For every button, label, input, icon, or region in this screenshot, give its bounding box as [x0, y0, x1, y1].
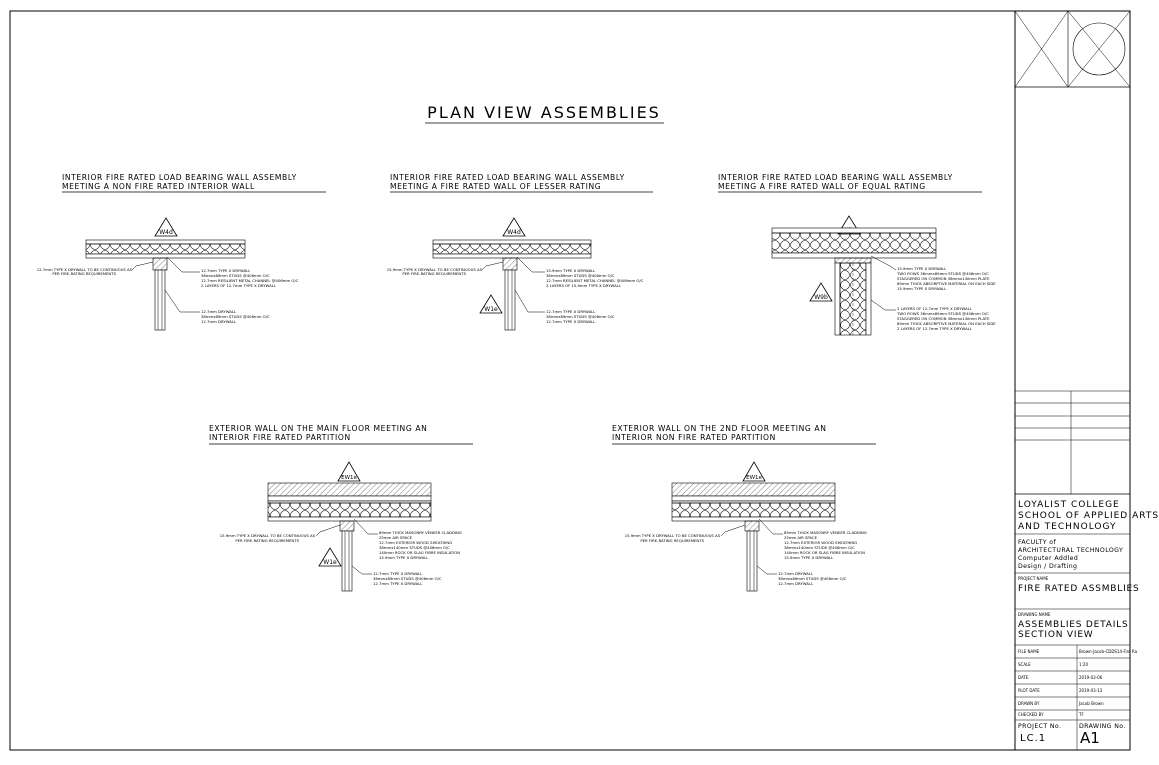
detail-5-title-line2: INTERIOR NON FIRE RATED PARTITION [612, 433, 776, 442]
d2-note-right-1: 15.9mm TYPE X DRYWALL [546, 268, 596, 273]
d1-note-right-4: 2 LAYERS OF 12.7mm TYPE X DRYWALL [201, 283, 276, 288]
d2-note-right-2: 38mmx89mm STUDS @406mm O/C [546, 273, 615, 278]
d5-note-right-3: 12.7mm EXTERIOR WOOD SHEATHING [784, 540, 858, 545]
field-value-date: 2019-03-06 [1079, 675, 1103, 680]
d4-note-left-2: PER FIRE-RATING REQUIREMENTS [235, 538, 299, 543]
detail-1-title-line2: MEETING A NON FIRE RATED INTERIOR WALL [62, 182, 255, 191]
detail-3-title-line1: INTERIOR FIRE RATED LOAD BEARING WALL ASSEMBLY [718, 173, 953, 182]
field-value-checked-by: TF [1079, 712, 1084, 717]
d2-note-right-3: 12.7mm RESILIENT METAL CHANNEL @406mm O/C [546, 278, 644, 283]
field-label-checked-by: CHECKED BY [1018, 712, 1044, 717]
project-no-label: PROJECT No. [1018, 723, 1062, 730]
field-value-plot-date: 2019-03-13 [1079, 688, 1103, 693]
drawing-name-line-1: ASSEMBLIES DETAILS [1018, 620, 1129, 630]
d5-note-right-1: 89mm THICK MASONRY VENEER CLADDING [784, 530, 867, 535]
d3-note-right-3: STAGGERED ON COMMON 38mmx140mm PLATE [897, 276, 990, 281]
d1-note-right-2: 38mmx89mm STUDS @406mm O/C [201, 273, 270, 278]
d5-note-right-4: 38mmx140mm STUDS @406mm O/C [784, 545, 855, 550]
detail-4 [209, 424, 473, 591]
d1-note-left-2: PER FIRE-RATING REQUIREMENTS [52, 271, 116, 276]
d5-note-right-6: 15.9mm TYPE X DRYWALL [784, 555, 834, 560]
detail-4-title-line1: EXTERIOR WALL ON THE MAIN FLOOR MEETING AN [209, 424, 428, 433]
drawing-no: A1 [1080, 729, 1100, 747]
detail-1-title-line1: INTERIOR FIRE RATED LOAD BEARING WALL ASSEMBLY [62, 173, 297, 182]
tag-w1e-4-label: W1e [323, 559, 337, 566]
d2-note-bottom-2: 38mmx89mm STUDS @406mm O/C [546, 314, 615, 319]
drawing-name-label: DRAWING NAME [1018, 612, 1051, 617]
tag-ew1e-4 [338, 462, 360, 481]
detail-3-title-line2: MEETING A FIRE RATED WALL OF EQUAL RATING [718, 182, 926, 191]
drawing-name-line-2: SECTION VIEW [1018, 630, 1094, 640]
d3-note-bottom-5: 2 LAYERS OF 12.7mm TYPE X DRYWALL [897, 326, 972, 331]
d2-note-bottom-3: 12.7mm TYPE X DRYWALL [546, 319, 596, 324]
main-title: PLAN VIEW ASSEMBLIES [427, 103, 661, 122]
field-value-scale: 1:20 [1079, 662, 1088, 667]
d3-note-bottom-4: 89mm THICK ABSORPTIVE MATERIAL ON EACH SIDE [897, 321, 996, 326]
d1-note-bottom-1: 12.7mm DRYWALL [201, 309, 237, 314]
d2-note-left-2: PER FIRE-RATING REQUIREMENTS [402, 271, 466, 276]
tag-w1e-2-label: W1e [484, 306, 498, 313]
d1-note-left-1: 12.7mm TYPE X DRYWALL TO BE CONTINUOUS AS [36, 267, 132, 272]
d2-note-bottom-1: 12.7mm TYPE X DRYWALL [546, 309, 596, 314]
detail-3 [718, 173, 996, 335]
d2-note-left-1: 15.9mm TYPE X DRYWALL TO BE CONTINUOUS AS [386, 267, 482, 272]
tag-w4d-1-label: W4d [159, 229, 173, 236]
tag-w4d-2-label: W4d [507, 229, 521, 236]
d5-note-bottom-2: 38mmx89mm STUDS @406mm O/C [778, 576, 847, 581]
faculty-line-3: Computer Addled [1018, 555, 1079, 562]
detail-2 [387, 173, 653, 330]
d5-note-left-2: PER FIRE-RATING REQUIREMENTS [640, 538, 704, 543]
d4-note-right-2: 25mm AIR SPACE [379, 535, 413, 540]
field-value-file-name: Brown-Jacob-CDDS14-Fire Ra [1079, 649, 1138, 654]
d5-note-bottom-1: 12.7mm DRYWALL [778, 571, 814, 576]
tag-w9b-3-label: W9b [814, 294, 828, 301]
d3-note-right-1: 15.9mm TYPE X DRYWALL [897, 266, 947, 271]
project-name: FIRE RATED ASSMBLIES [1018, 584, 1140, 594]
tag-w1e-2 [480, 295, 502, 313]
tag-w4d-2 [503, 218, 525, 236]
tag-w1e-4 [319, 548, 341, 566]
tag-w4d-1 [155, 218, 177, 236]
d4-note-right-3: 12.7mm EXTERIOR WOOD SHEATHING [379, 540, 453, 545]
d4-note-bottom-2: 38mmx89mm STUDS @406mm O/C [373, 576, 442, 581]
d3-note-bottom-2: TWO ROWS 38mmx89mm STUDS @406mm O/C [897, 311, 989, 316]
d4-note-right-6: 15.9mm TYPE X DRYWALL [379, 555, 429, 560]
d3-note-right-2: TWO ROWS 38mmx89mm STUDS @406mm O/C [897, 271, 989, 276]
faculty-line-2: ARCHITECTURAL TECHNOLOGY [1018, 547, 1124, 554]
detail-5-title-line1: EXTERIOR WALL ON THE 2ND FLOOR MEETING AN [612, 424, 827, 433]
d3-note-right-4: 89mm THICK ABSORPTIVE MATERIAL ON EACH SIDE [897, 281, 996, 286]
d5-note-left-1: 15.9mm TYPE X DRYWALL TO BE CONTINUOUS AS [624, 533, 720, 538]
d1-note-right-1: 12.7mm TYPE X DRYWALL [201, 268, 251, 273]
d4-note-bottom-3: 12.7mm TYPE X DRYWALL [373, 581, 423, 586]
field-label-drawn-by: DRAWN BY [1018, 701, 1040, 706]
d1-note-bottom-2: 38mmx89mm STUDS @406mm O/C [201, 314, 270, 319]
field-label-plot-date: PLOT DATE [1018, 688, 1040, 693]
detail-2-title-line1: INTERIOR FIRE RATED LOAD BEARING WALL ASSEMBLY [390, 173, 625, 182]
field-label-date: DATE [1018, 675, 1029, 680]
d3-note-right-5: 15.9mm TYPE X DRYWALL [897, 286, 947, 291]
d4-note-right-5: 140mm ROCK OR SLAG FIBRE INSULATION [379, 550, 461, 555]
d1-note-bottom-3: 12.7mm DRYWALL [201, 319, 237, 324]
tag-ew1e-5-label: EW1e [746, 475, 762, 481]
drawing-no-label: DRAWING No. [1079, 723, 1126, 730]
d2-note-right-4: 2 LAYERS OF 15.9mm TYPE X DRYWALL [546, 283, 621, 288]
tag-ew1e-5 [743, 462, 765, 481]
tag-ew1e-4-label: EW1e [341, 475, 357, 481]
d5-note-right-5: 140mm ROCK OR SLAG FIBRE INSULATION [784, 550, 866, 555]
school-line-2: SCHOOL OF APPLIED ARTS [1018, 511, 1159, 521]
d4-note-right-4: 38mmx140mm STUDS @406mm O/C [379, 545, 450, 550]
d4-note-left-1: 15.9mm TYPE X DRYWALL TO BE CONTINUOUS AS [219, 533, 315, 538]
detail-1 [37, 173, 326, 330]
project-name-label: PROJECT NAME [1018, 576, 1049, 581]
d3-note-bottom-1: 2 LAYERS OF 12.7mm TYPE X DRYWALL [897, 306, 972, 311]
d5-note-right-2: 25mm AIR SPACE [784, 535, 818, 540]
school-line-3: AND TECHNOLOGY [1018, 522, 1117, 532]
faculty-line-1: FACULTY of [1018, 539, 1057, 546]
d4-note-bottom-1: 12.7mm TYPE X DRYWALL [373, 571, 423, 576]
project-no: LC.1 [1020, 733, 1047, 744]
faculty-line-4: Design / Drafting [1018, 563, 1078, 570]
detail-5 [612, 424, 876, 591]
field-label-scale: SCALE [1018, 662, 1031, 667]
tag-w9b-3 [810, 283, 832, 301]
field-label-file-name: FILE NAME [1018, 649, 1040, 654]
d4-note-right-1: 89mm THICK MASONRY VENEER CLADDING [379, 530, 462, 535]
school-line-1: LOYALIST COLLEGE [1018, 500, 1120, 510]
field-value-drawn-by: Jacob Brown [1079, 701, 1104, 706]
d3-note-bottom-3: STAGGERED ON COMMON 38mmx140mm PLATE [897, 316, 990, 321]
detail-2-title-line2: MEETING A FIRE RATED WALL OF LESSER RATING [390, 182, 602, 191]
d1-note-right-3: 12.7mm RESILIENT METAL CHANNEL @406mm O/C [201, 278, 299, 283]
detail-4-title-line2: INTERIOR FIRE RATED PARTITION [209, 433, 351, 442]
d5-note-bottom-3: 12.7mm DRYWALL [778, 581, 814, 586]
